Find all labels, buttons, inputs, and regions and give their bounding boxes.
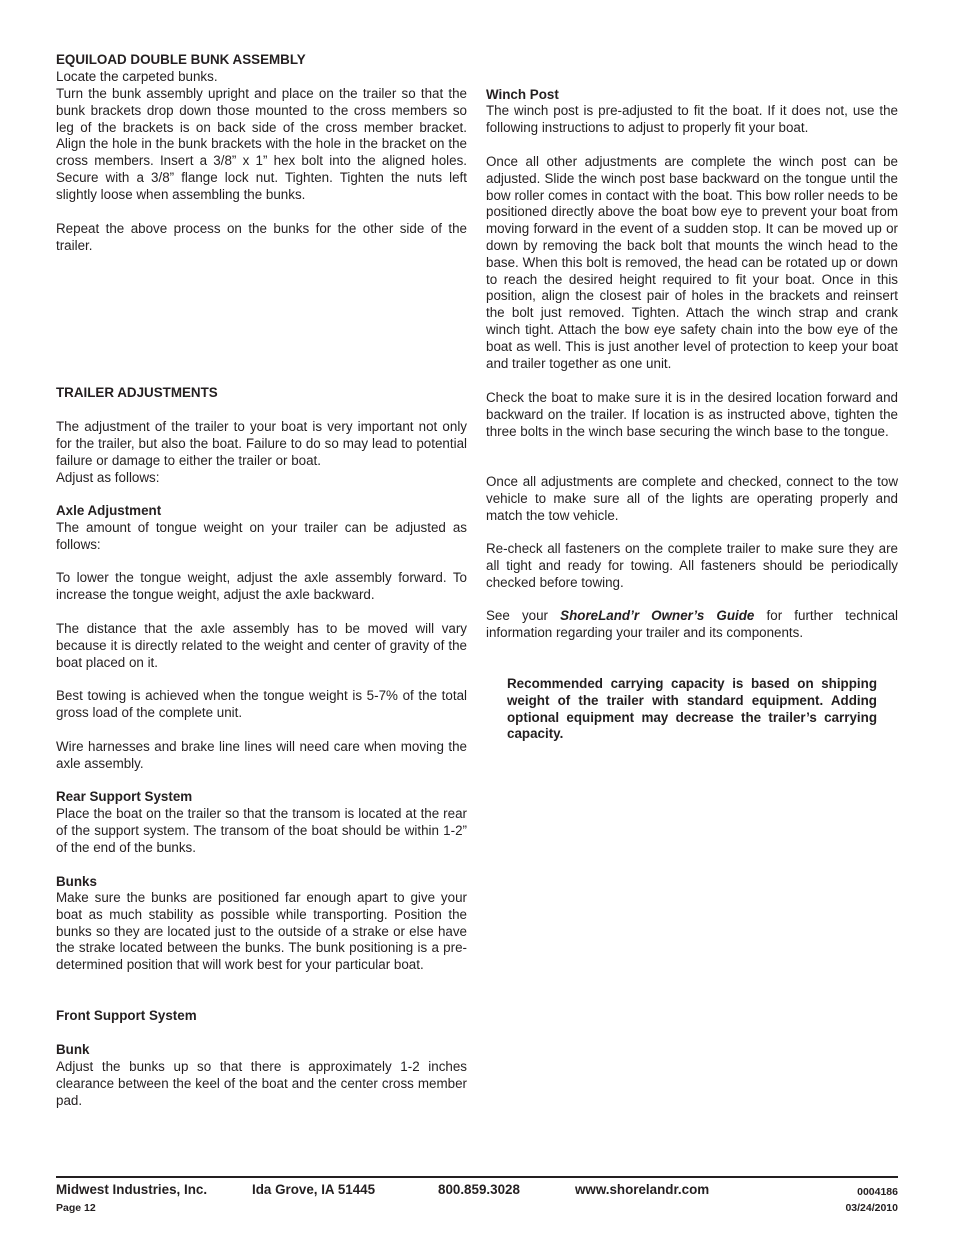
front-support-heading: Front Support System bbox=[56, 1008, 197, 1023]
bunks-body: Make sure the bunks are positioned far enough apart to give your boat as much stability as possible while transporting. Position the bunks so they are located just to the outside of a strake or else have the strake located between the bunks. The bunk positioning is a pre-determined position that will work best for your particular boat. bbox=[56, 890, 467, 973]
trailer-adjustments-body: The adjustment of the trailer to your boat is very important not only for the trailer, but also the boat. Failure to do so may lead to potential failure or damage to either the trailer or boat. bbox=[56, 419, 467, 468]
footer-page-number: Page 12 bbox=[56, 1202, 96, 1214]
winch-post-heading: Winch Post bbox=[486, 87, 559, 102]
footer-date: 03/24/2010 bbox=[845, 1202, 898, 1214]
trailer-adjust-as-follows: Adjust as follows: bbox=[56, 470, 160, 485]
bunk-body: Adjust the bunks up so that there is approximately 1-2 inches clearance between the keel of the boat and the center cross member pad. bbox=[56, 1059, 467, 1108]
footer-website: www.shorelandr.com bbox=[575, 1182, 710, 1197]
footer-company: Midwest Industries, Inc. bbox=[56, 1182, 208, 1197]
equiload-intro: Locate the carpeted bunks. bbox=[56, 69, 218, 84]
bunk-heading: Bunk bbox=[56, 1042, 90, 1057]
axle-paragraph-4: Best towing is achieved when the tongue weight is 5-7% of the total gross load of the complete unit. bbox=[56, 688, 467, 720]
axle-paragraph-2: To lower the tongue weight, adjust the axle assembly forward. To increase the tongue weight, adjust the axle backward. bbox=[56, 570, 467, 602]
axle-adjustment-heading: Axle Adjustment bbox=[56, 503, 162, 518]
equiload-repeat: Repeat the above process on the bunks for the other side of the trailer. bbox=[56, 221, 467, 253]
equiload-heading: EQUILOAD DOUBLE BUNK ASSEMBLY bbox=[56, 52, 306, 67]
axle-paragraph-1: The amount of tongue weight on your trailer can be adjusted as follows: bbox=[56, 520, 467, 552]
owners-guide-suffix: for further technical information regarding your trailer and its components. bbox=[486, 608, 898, 640]
footer-doc-number: 0004186 bbox=[857, 1186, 898, 1198]
axle-paragraph-3: The distance that the axle assembly has to be moved will vary because it is directly related to the weight and center of gravity of the boat placed on it. bbox=[56, 621, 467, 670]
carrying-capacity-note: Recommended carrying capacity is based on shipping weight of the trailer with standard equipment. Adding optional equipment may decrease the trailer’s carrying capacity. bbox=[507, 676, 877, 742]
footer-city: Ida Grove, IA 51445 bbox=[252, 1182, 376, 1197]
owners-guide-reference bbox=[486, 608, 898, 642]
winch-paragraph-4: Once all adjustments are complete and checked, connect to the tow vehicle to make sure all of the lights are operating properly and match the tow vehicle. bbox=[486, 474, 898, 523]
rear-support-body: Place the boat on the trailer so that the transom is located at the rear of the support system. The transom of the boat should be within 1-2” of the end of the bunks. bbox=[56, 806, 467, 855]
trailer-adjustments-heading: TRAILER ADJUSTMENTS bbox=[56, 385, 218, 400]
winch-paragraph-1: The winch post is pre-adjusted to fit the boat. If it does not, use the following instructions to adjust to properly fit your boat. bbox=[486, 103, 898, 135]
winch-paragraph-5: Re-check all fasteners on the complete trailer to make sure they are all tight and ready for towing. All fasteners should be periodically checked before towing. bbox=[486, 541, 898, 590]
owners-guide-prefix: See your bbox=[486, 608, 561, 623]
rear-support-heading: Rear Support System bbox=[56, 789, 193, 804]
axle-paragraph-5: Wire harnesses and brake line lines will need care when moving the axle assembly. bbox=[56, 739, 467, 771]
equiload-body: Turn the bunk assembly upright and place on the trailer so that the bunk brackets drop down those mounted to the cross members so leg of the brackets is on back side of the cross member bracket. Align the hole in the bunk brackets with the hole in the bracket on the cross members. Insert a 3/8” x 1” hex bolt into the aligned holes. Secure with a 3/8” flange lock nut. Tighten. Tighten the nuts left slightly loose when assembling the bunks. bbox=[56, 86, 467, 202]
bunks-heading: Bunks bbox=[56, 874, 97, 889]
winch-paragraph-3: Check the boat to make sure it is in the desired location forward and backward on the trailer. If location is as instructed above, tighten the three bolts in the winch base securing the winch base to the tongue. bbox=[486, 390, 898, 439]
footer-rule bbox=[56, 1176, 898, 1178]
footer-phone: 800.859.3028 bbox=[438, 1182, 520, 1197]
winch-paragraph-2: Once all other adjustments are complete the winch post can be adjusted. Slide the winch post base backward on the tongue until the bow roller comes in contact with the boat. This bow roller needs to be positioned directly above the boat bow eye to prevent your boat from moving forward in the event of a sudden stop. It can be moved up or down by removing the back bolt that mounts the winch head to the base. When this bolt is removed, the head can be rotated up or down to reach the desired height required to fit your boat. Once in this position, align the closest pair of holes in the brackets and reinsert the bolt just removed. Tighten. Attach the winch strap and crank winch tight. Attach the bow eye safety chain into the bow eye of the boat as well. This is just another level of protection to keep your boat and trailer together as one unit. bbox=[486, 154, 898, 371]
owners-guide-title: ShoreLand’r Owner’s Guide bbox=[560, 608, 755, 623]
